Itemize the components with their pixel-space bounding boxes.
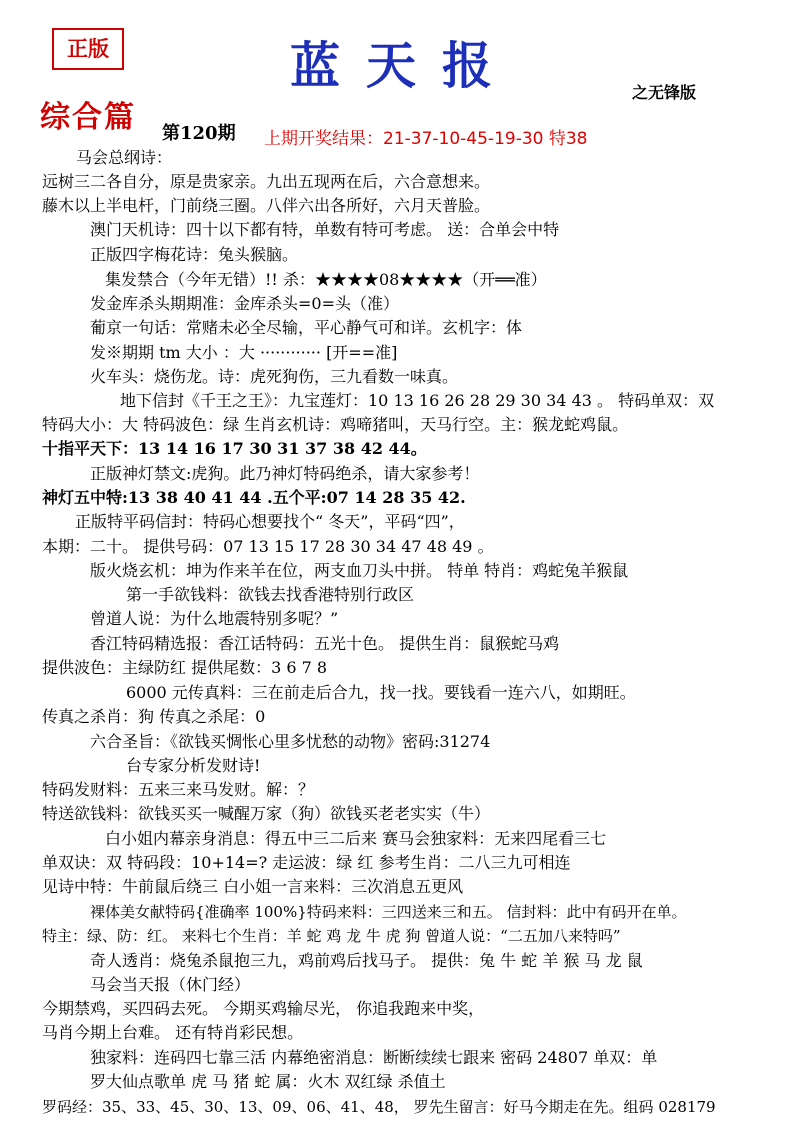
text-line: 特码发财料：五来三来马发财。解：？ xyxy=(42,780,315,799)
text-line: 藤木以上半电杆，门前绕三圈。八伴六出各所好，六月天普脸。 xyxy=(42,196,491,215)
text-line: 6000 元传真料：三在前走后合九，找一找。要钱看一连六八，如期旺。 xyxy=(126,683,636,702)
text-line: 见诗中特：牛前鼠后绕三 白小姐一言来料：三次消息五更风 xyxy=(42,877,464,896)
text-line: 特主：绿、防：红。 来料七个生肖：羊 蛇 鸡 龙 牛 虎 狗 曾道人说：“二五加八来特吗” xyxy=(42,927,621,945)
text-line: 马会当天报（休门经） xyxy=(90,975,251,994)
text-line: 单双诀：双 特码段：10+14=? 走运波：绿 红 参考生肖：二八三九可相连 xyxy=(42,853,571,872)
text-line: 正版特平码信封：特码心想要找个“ 冬天”，平码“四”， xyxy=(75,512,465,531)
newspaper-title: 蓝天报 xyxy=(290,36,518,95)
text-line: 正版四字梅花诗：兔头猴脑。 xyxy=(90,245,299,264)
text-line: 奇人透肖：烧兔杀鼠抱三九，鸡前鸡后找马子。 提供：兔 牛 蛇 羊 猴 马 龙 鼠 xyxy=(90,951,643,970)
text-line: 马肖今期上台难。 还有特肖彩民想。 xyxy=(42,1023,304,1042)
text-line: 特码大小：大 特码波色：绿 生肖玄机诗：鸡啼猪叫，天马行空。主：猴龙蛇鸡鼠。 xyxy=(42,415,629,434)
text-line: 提供波色：主绿防红 提供尾数：3 6 7 8 xyxy=(42,658,328,677)
text-line: 裸体美女献特码{准确率 100%}特码来料：三四送来三和五。 信封料：此中有码开在单。 xyxy=(90,903,687,921)
text-line: 传真之杀肖：狗 传真之杀尾：0 xyxy=(42,707,266,726)
text-line: 台专家分析发财诗! xyxy=(126,756,261,775)
text-line: 葡京一句话：常赌未必全尽输，平心静气可和详。玄机字：体 xyxy=(90,318,523,337)
genuine-stamp: 正版 xyxy=(52,28,124,70)
issue-number: 第120期 xyxy=(162,123,236,144)
text-line: 发※期期 tm 大小 ：大 ············ [开==准] xyxy=(90,343,398,362)
text-line: 澳门天机诗：四十以下都有特，单数有特可考虑。 送：合单会中特 xyxy=(90,220,560,239)
last-draw-result: 上期开奖结果：21-37-10-45-19-30 特38 xyxy=(264,129,588,149)
text-line: 香江特码精选报：香江话特码：五光十色。 提供生肖：鼠猴蛇马鸡 xyxy=(90,634,560,653)
text-line: 白小姐内幕亲身消息：得五中三二后来 赛马会独家料：无来四尾看三七 xyxy=(105,829,607,848)
text-line: 第一手欲钱料：欲钱去找香港特别行政区 xyxy=(126,585,415,604)
text-line: 本期：二十。 提供号码：07 13 15 17 28 30 34 47 48 49 。 xyxy=(42,537,494,556)
section-heading: 综合篇 xyxy=(40,100,136,135)
text-line: 十指平天下：13 14 16 17 30 31 37 38 42 44。 xyxy=(42,439,427,458)
text-line: 六合圣旨：《欲钱买惆怅心里多忧愁的动物》密码:31274 xyxy=(90,732,491,751)
text-line: 今期禁鸡，买四码去死。 今期买鸡输尽光， 你追我跑来中奖， xyxy=(42,999,485,1018)
text-line: 神灯五中特:13 38 40 41 44 .五个平:07 14 28 35 42. xyxy=(42,488,466,507)
text-line: 版火烧玄机：坤为作来羊在位，两支血刀头中拼。 特单 特肖：鸡蛇兔羊猴鼠 xyxy=(90,561,629,580)
text-line: 罗码经：35、33、45、30、13、09、06、41、48， 罗先生留言：好马今期走在先。组码 028179 xyxy=(42,1098,716,1116)
text-line: 罗大仙点歌单 虎 马 猪 蛇 属：火木 双红绿 杀值土 xyxy=(90,1072,446,1091)
edition-label: 之无锋版 xyxy=(632,83,697,102)
text-line: 正版神灯禁文:虎狗。此乃神灯特码绝杀，请大家参考！ xyxy=(90,464,480,483)
text-line: 火车头：烧伤龙。诗：虎死狗伤，三九看数一味真。 xyxy=(90,367,459,386)
text-line: 远树三二各自分，原是贵家亲。九出五现两在后，六合意想来。 xyxy=(42,172,491,191)
text-line: 马会总纲诗： xyxy=(76,148,173,167)
text-line: 发金库杀头期期准：金库杀头=0=头（准） xyxy=(90,294,399,313)
text-line: 曾道人说：为什么地震特别多呢？” xyxy=(90,609,339,628)
text-line: 特送欲钱料：欲钱买买一喊醒万家（狗）欲钱买老老实实（牛） xyxy=(42,804,491,823)
text-line: 地下信封《千王之王》：九宝莲灯：10 13 16 26 28 29 30 34 43 。 特码单双：双 xyxy=(120,391,715,410)
text-line: 独家料：连码四七靠三活 内幕绝密消息：断断续续七跟来 密码 24807 单双：单 xyxy=(90,1048,658,1067)
text-line: 集发禁合（今年无错）!! 杀：★★★★08★★★★（开══准） xyxy=(105,270,547,289)
